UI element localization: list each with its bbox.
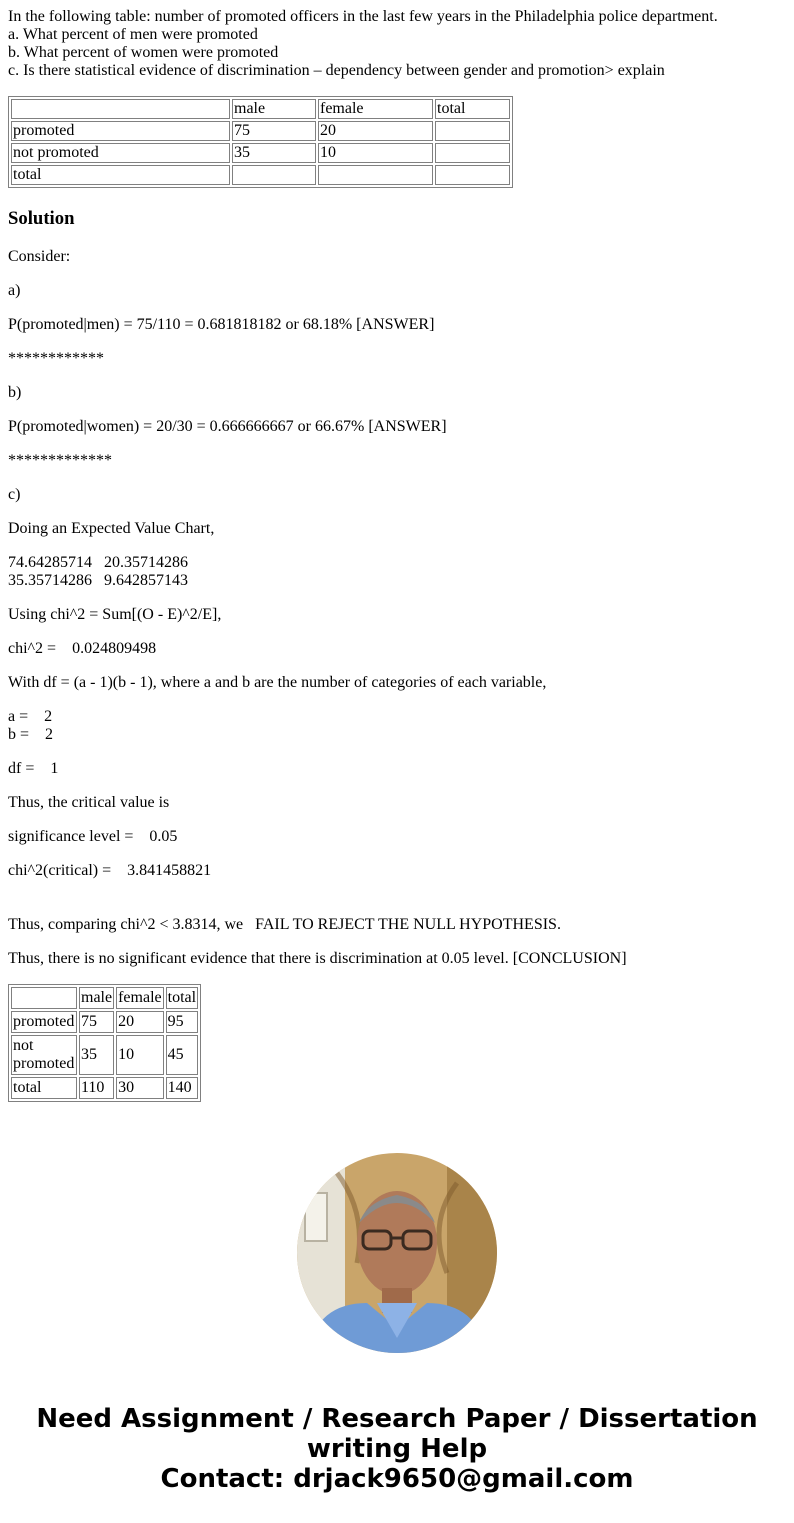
- table-cell: [435, 121, 510, 141]
- table-header: total: [166, 987, 198, 1009]
- table-cell: promoted: [11, 121, 230, 141]
- table-cell: 75: [232, 121, 316, 141]
- table-cell: 140: [166, 1077, 198, 1099]
- table-header: female: [116, 987, 164, 1009]
- table-row: [11, 1011, 198, 1033]
- a-value: a = 2: [8, 708, 53, 725]
- question-table: [8, 96, 513, 188]
- solution-heading: Solution: [8, 208, 75, 229]
- table-row: [11, 165, 510, 185]
- avatar-portrait-image: [297, 1153, 497, 1353]
- table-cell: 20: [116, 1011, 164, 1033]
- separator: ************: [8, 350, 104, 367]
- df-value: df = 1: [8, 760, 59, 777]
- table-cell: 10: [116, 1035, 164, 1075]
- table-row: [11, 1077, 198, 1099]
- expected-values: [8, 554, 786, 590]
- consider-text: Consider:: [8, 248, 71, 265]
- comparison: Thus, comparing chi^2 < 3.8314, we FAIL TO REJECT THE NULL HYPOTHESIS.: [8, 916, 561, 933]
- table-cell: [11, 99, 230, 119]
- table-row: [11, 987, 198, 1009]
- part-a-label: a): [8, 282, 21, 299]
- expected-row: 35.35714286 9.642857143: [8, 572, 188, 589]
- table-header: female: [318, 99, 433, 119]
- conclusion: Thus, there is no significant evidence that there is discrimination at 0.05 level. [CONCLUSION]: [8, 950, 627, 967]
- expected-row: 74.64285714 20.35714286: [8, 554, 188, 571]
- table-cell: total: [11, 165, 230, 185]
- table-cell: [435, 165, 510, 185]
- part-b-label: b): [8, 384, 22, 401]
- significance-level: significance level = 0.05: [8, 828, 178, 845]
- table-cell: 110: [79, 1077, 114, 1099]
- table-cell: [318, 165, 433, 185]
- chi-critical: chi^2(critical) = 3.841458821: [8, 862, 212, 879]
- table-header: male: [232, 99, 316, 119]
- df-formula: With df = (a - 1)(b - 1), where a and b are the number of categories of each variable,: [8, 674, 547, 691]
- table-cell: 75: [79, 1011, 114, 1033]
- table-cell: 10: [318, 143, 433, 163]
- part-c-label: c): [8, 486, 21, 503]
- table-cell: 95: [166, 1011, 198, 1033]
- table-cell: [435, 143, 510, 163]
- author-avatar: [297, 1153, 497, 1353]
- promo-banner: [0, 1404, 794, 1494]
- separator: *************: [8, 452, 112, 469]
- answer-table: [8, 984, 201, 1102]
- banner-contact: Contact: drjack9650@gmail.com: [160, 1464, 634, 1494]
- category-counts: [8, 708, 786, 744]
- table-header: total: [435, 99, 510, 119]
- document-body: [8, 8, 786, 1102]
- b-value: b = 2: [8, 726, 54, 743]
- table-cell: 20: [318, 121, 433, 141]
- table-cell: [11, 987, 77, 1009]
- critical-intro: Thus, the critical value is: [8, 794, 170, 811]
- table-row: [11, 99, 510, 119]
- table-cell: total: [11, 1077, 77, 1099]
- table-header: male: [79, 987, 114, 1009]
- table-cell: 30: [116, 1077, 164, 1099]
- question-intro: In the following table: number of promoted officers in the last few years in the Philadelphia police department.: [8, 8, 718, 25]
- table-cell: not promoted: [11, 1035, 77, 1075]
- banner-line: Need Assignment / Research Paper / Dissertation: [36, 1404, 758, 1434]
- question-a: a. What percent of men were promoted: [8, 26, 258, 43]
- table-row: [11, 121, 510, 141]
- question-b: b. What percent of women were promoted: [8, 44, 279, 61]
- table-cell: [232, 165, 316, 185]
- part-b-answer: P(promoted|women) = 20/30 = 0.666666667 or 66.67% [ANSWER]: [8, 418, 447, 435]
- table-row: [11, 1035, 198, 1075]
- part-a-answer: P(promoted|men) = 75/110 = 0.681818182 or 68.18% [ANSWER]: [8, 316, 435, 333]
- table-cell: promoted: [11, 1011, 77, 1033]
- expected-intro: Doing an Expected Value Chart,: [8, 520, 215, 537]
- table-cell: not promoted: [11, 143, 230, 163]
- table-row: [11, 143, 510, 163]
- banner-line: writing Help: [306, 1434, 488, 1464]
- table-cell: 35: [79, 1035, 114, 1075]
- chi-formula: Using chi^2 = Sum[(O - E)^2/E],: [8, 606, 222, 623]
- table-cell: 35: [232, 143, 316, 163]
- chi-value: chi^2 = 0.024809498: [8, 640, 157, 657]
- question-c: c. Is there statistical evidence of discrimination – dependency between gender and promotion> explain: [8, 62, 665, 79]
- table-cell: 45: [166, 1035, 198, 1075]
